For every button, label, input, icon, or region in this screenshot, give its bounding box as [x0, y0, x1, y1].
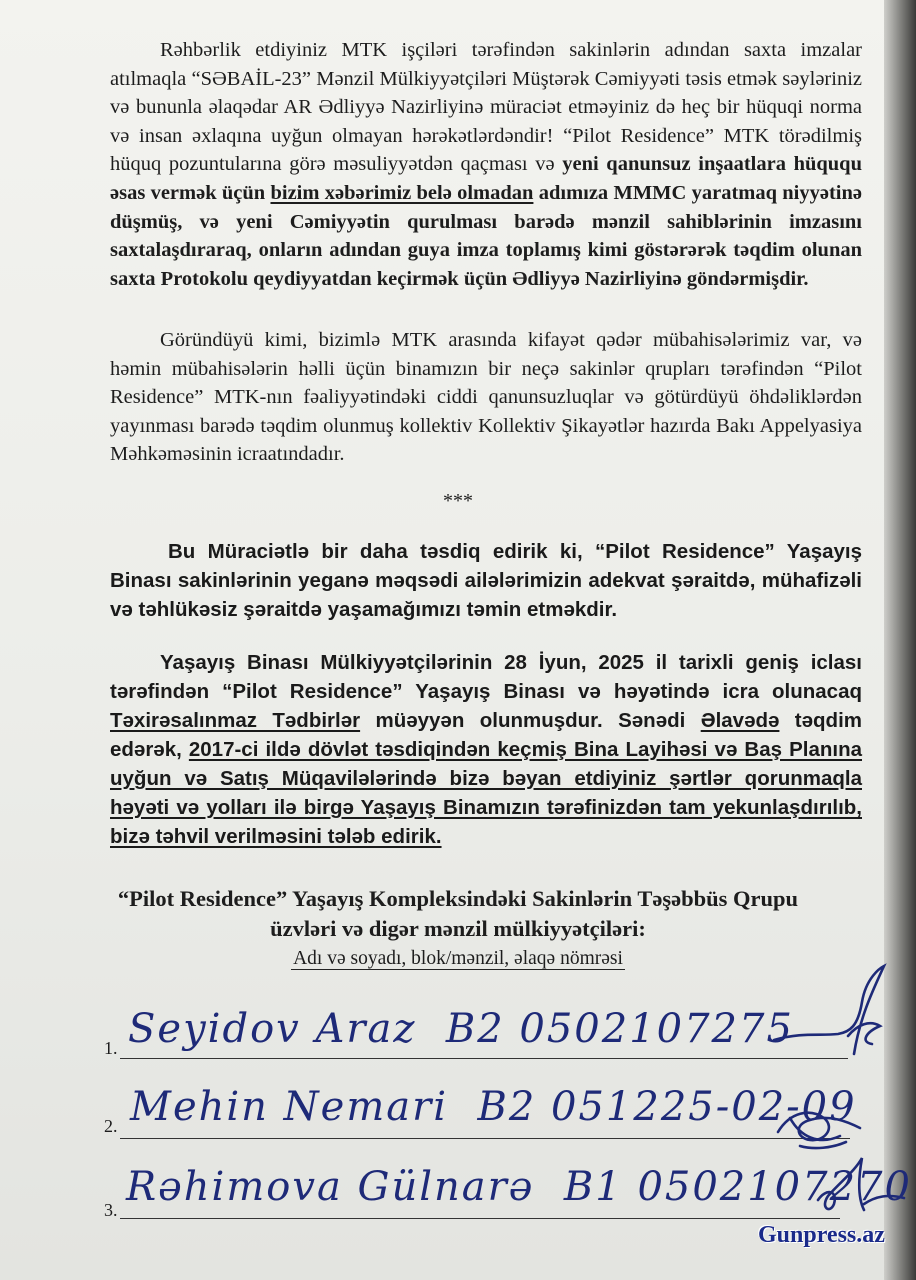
columns-label: Adı və soyadı, blok/mənzil, əlaqə nömrəsi [293, 948, 623, 969]
signatory-3-block: B1 [563, 1164, 623, 1210]
paragraph-4-text-c: təqdim edərək, [110, 709, 862, 761]
paragraph-4-text-b: müəyyən olunmuşdur. Sənədi [360, 709, 701, 732]
signatory-3-phone: 0502107270 [637, 1164, 912, 1210]
signatory-1-phone: 0502107275 [519, 1006, 794, 1052]
signatory-1-name: Seyidov Araz [128, 1006, 417, 1052]
paragraph-2 [110, 326, 862, 469]
page-edge-shadow [884, 0, 916, 1280]
signatory-2-name: Mehin Nemari [130, 1084, 449, 1130]
section-separator: *** [443, 490, 473, 512]
paragraph-1 [110, 36, 862, 293]
paragraph-4-underlined-measures: Təxirəsalınmaz Tədbirlər [110, 709, 361, 732]
signatory-1-number: 1. [104, 1038, 118, 1058]
paragraph-1-text: Rəhbərlik etdiyiniz MTK işçiləri tərəfindən sakinlərin adından saxta imzalar atılmaqla “SƏBAİL-23” Mənzil Mülkiyyətçiləri Müştərək Cəmiyyəti təsis etmək səyləriniz və bununla əlaqədar AR Ədliyyə Nazirliyinə müraciət etməyiniz də heç bir hüquqi norma və insan əxlaqına uyğun olmayan hərəkətlərdəndir! “Pilot Residence” MTK törədilmiş hüquq pozuntularına görə məsuliyyətdən qaçması və [110, 39, 862, 176]
signatory-3-number: 3. [104, 1200, 118, 1220]
group-title-line-2: üzvləri və digər mənzil mülkiyyətçiləri: [270, 916, 646, 941]
signatory-3-entry [126, 1164, 912, 1210]
signature-line-3 [120, 1218, 840, 1219]
signatory-1-block: B2 [445, 1006, 505, 1052]
paragraph-1-bold-end: adımıza MMMC yaratmaq niyyətinə düşmüş, və yeni Cəmiyyətin qurulması barədə mənzil sahiblərinin imzasını saxtalaşdıraraq, onların adından guya imza toplamış kimi göstərərək təqdim olunan saxta Protokolu qeydiyyatdan keçirmək üçün Ədliyyə Nazirliyinə göndərmişdir. [110, 181, 862, 290]
paragraph-1-bold: yeni qanunsuz inşaatlara hüququ əsas vermək üçün [110, 153, 862, 204]
signature-mark-1 [762, 962, 892, 1072]
paragraph-3-text: Bu Müraciətlə bir daha təsdiq edirik ki, “Pilot Residence” Yaşayış Binası sakinlərinin yeganə məqsədi ailələrimizin adekvat şəraitdə, mühafizəli və təhlükəsiz şəraitdə yaşamağımızı təmin etməkdir. [110, 540, 862, 621]
group-title-line-1: “Pilot Residence” Yaşayış Kompleksindəki Sakinlərin Təşəbbüs Qrupu [117, 886, 799, 911]
paragraph-4 [110, 648, 862, 851]
paragraph-2-text: Göründüyü kimi, bizimlə MTK arasında kifayət qədər mübahisələrimiz var, və həmin mübahisələrin həlli üçün binamızın bir neçə sakinlər qrupları tərəfindən “Pilot Residence” MTK-nın fəaliyyətindəki ciddi qanunsuzluqlar və götürdüyü öhdəliklərdən yayınması barədə təqdim olunmuş kollektiv Kollektiv Şikayətlər hazırda Bakı Appelyasiya Məhkəməsinin icraatındadır. [110, 329, 862, 466]
signatory-2-block: B2 [477, 1084, 537, 1130]
paragraph-4-underlined-appendix: Əlavədə [700, 709, 780, 732]
signatory-1-entry [128, 1006, 794, 1052]
signatory-3-name: Rəhimova Gülnarə [126, 1164, 535, 1210]
paragraph-3 [110, 537, 862, 624]
signature-line-1 [120, 1058, 848, 1059]
signatory-2-number: 2. [104, 1116, 118, 1136]
paragraph-4-underlined-demand: 2017-ci ildə dövlət təsdiqindən keçmiş Bina Layihəsi və Baş Planına uyğun və Satış Müqavilələrində bizə bəyan etdiyiniz şərtlər qorunmaqla həyəti və yolları ilə birgə Yaşayış Binamızın tərəfinizdən tam yekunlaşdırılıb, bizə təhvil verilməsini tələb edirik. [110, 738, 862, 848]
signatory-2-phone: 051225-02-09 [551, 1084, 857, 1130]
paragraph-1-underlined: bizim xəbərimiz belə olmadan [270, 181, 534, 204]
signature-mark-2 [770, 1098, 870, 1158]
signature-line-2 [120, 1138, 850, 1139]
signature-mark-3 [812, 1150, 912, 1230]
watermark: Gunpress.az [758, 1222, 885, 1248]
signatory-2-entry [130, 1084, 857, 1130]
paragraph-4-text: Yaşayış Binası Mülkiyyətçilərinin 28 İyun, 2025 il tarixli geniş iclası tərəfindən “Pilot Residence” Yaşayış Binası və həyətində icra olunacaq [110, 651, 862, 703]
